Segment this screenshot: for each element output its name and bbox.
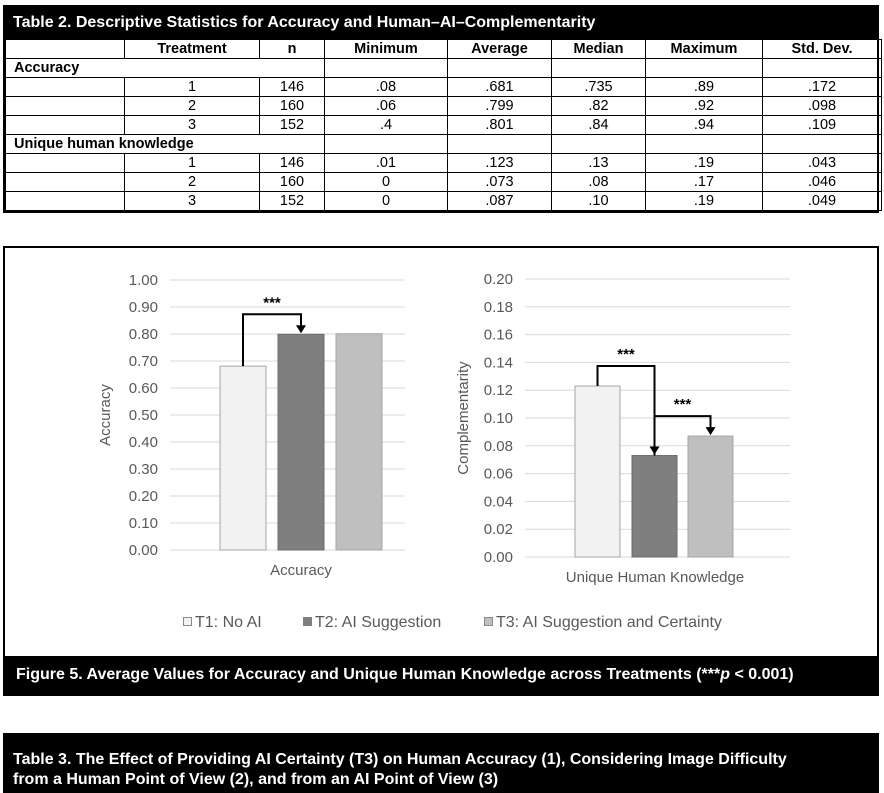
bar-t1 bbox=[220, 366, 266, 550]
table-3-caption-line-2: from a Human Point of View (2), and from an AI Point of View (3) bbox=[13, 771, 499, 788]
table-cell: .17 bbox=[646, 173, 763, 192]
significance-label: *** bbox=[673, 396, 692, 414]
row-blank-cell bbox=[6, 173, 125, 192]
y-tick-label: 0.10 bbox=[128, 515, 158, 532]
table-cell: .735 bbox=[552, 78, 646, 97]
bar-t3 bbox=[688, 436, 733, 557]
table-cell: .4 bbox=[325, 116, 448, 135]
table-body bbox=[6, 59, 882, 211]
table-cell: .01 bbox=[325, 154, 448, 173]
table-cell: .10 bbox=[552, 192, 646, 211]
table-cell: .84 bbox=[552, 116, 646, 135]
table-cell: 0 bbox=[325, 192, 448, 211]
y-axis-label: Complementarity bbox=[455, 361, 472, 475]
table-cell: 1 bbox=[125, 78, 260, 97]
table-cell: .799 bbox=[448, 97, 552, 116]
y-tick-label: 0.80 bbox=[128, 326, 158, 343]
figure-5-caption bbox=[5, 656, 877, 694]
header-n: n bbox=[260, 40, 325, 59]
table-cell: 2 bbox=[125, 97, 260, 116]
table-cell: 1 bbox=[125, 154, 260, 173]
table-cell: .13 bbox=[552, 154, 646, 173]
table-2 bbox=[3, 5, 879, 213]
table-cell: .681 bbox=[448, 78, 552, 97]
y-tick-label: 1.00 bbox=[128, 272, 158, 289]
y-tick-label: 0.40 bbox=[128, 434, 158, 451]
bar-t3 bbox=[336, 334, 382, 550]
y-tick-label: 0.18 bbox=[483, 298, 513, 316]
section-row bbox=[6, 59, 882, 78]
table-row bbox=[6, 154, 882, 173]
y-tick-label: 0.02 bbox=[483, 521, 513, 539]
table-cell: 0 bbox=[325, 173, 448, 192]
section-empty-cell bbox=[646, 59, 763, 78]
table-cell: 146 bbox=[260, 78, 325, 97]
significance-label: *** bbox=[617, 346, 635, 364]
legend-swatch-t3 bbox=[484, 617, 493, 626]
section-empty-cell bbox=[325, 135, 448, 154]
y-tick-label: 0.10 bbox=[483, 410, 513, 427]
y-tick-label: 0.00 bbox=[128, 542, 158, 559]
table-cell: .046 bbox=[763, 173, 882, 192]
table-cell: 3 bbox=[125, 192, 260, 211]
section-label: Accuracy bbox=[6, 59, 325, 78]
legend-item-t1 bbox=[183, 614, 262, 632]
header-minimum: Minimum bbox=[325, 40, 448, 59]
y-tick-label: 0.00 bbox=[483, 549, 513, 566]
table-cell: .801 bbox=[448, 116, 552, 135]
table-cell: 2 bbox=[125, 173, 260, 192]
row-blank-cell bbox=[6, 97, 125, 116]
table-cell: .043 bbox=[763, 154, 882, 173]
y-tick-label: 0.50 bbox=[128, 407, 158, 424]
table-cell: .19 bbox=[646, 154, 763, 173]
table-cell: .087 bbox=[448, 192, 552, 211]
header-median: Median bbox=[552, 40, 646, 59]
table-cell: .08 bbox=[325, 78, 448, 97]
table-cell: .94 bbox=[646, 116, 763, 135]
y-tick-label: 0.30 bbox=[128, 461, 158, 478]
figure-caption-pre: Figure 5. Average Values for Accuracy and Unique Human Knowledge across Treatments (*** bbox=[16, 666, 721, 683]
y-tick-label: 0.08 bbox=[483, 437, 513, 455]
row-blank-cell bbox=[6, 116, 125, 135]
section-row bbox=[6, 135, 882, 154]
table-header-row bbox=[6, 40, 882, 59]
table-cell: .89 bbox=[646, 78, 763, 97]
header-std-dev: Std. Dev. bbox=[763, 40, 882, 59]
legend-item-t2 bbox=[303, 614, 441, 632]
bar-t1 bbox=[575, 386, 620, 557]
arrow-head-icon bbox=[296, 325, 306, 333]
chart-legend bbox=[5, 614, 877, 634]
header-maximum: Maximum bbox=[646, 40, 763, 59]
y-tick-label: 0.06 bbox=[483, 465, 513, 483]
figure-5 bbox=[3, 246, 879, 696]
table-cell: .073 bbox=[448, 173, 552, 192]
table-cell: .123 bbox=[448, 154, 552, 173]
y-tick-label: 0.70 bbox=[128, 353, 158, 370]
table-3-caption bbox=[3, 733, 879, 793]
legend-label-t2: T2: AI Suggestion bbox=[315, 614, 442, 631]
y-tick-label: 0.60 bbox=[128, 380, 158, 397]
table-2-caption: Table 2. Descriptive Statistics for Accuracy and Human–AI–Complementarity bbox=[5, 7, 877, 39]
section-empty-cell bbox=[325, 59, 448, 78]
figure-caption-post: < 0.001) bbox=[730, 666, 794, 683]
table-cell: 152 bbox=[260, 192, 325, 211]
table-cell: 160 bbox=[260, 173, 325, 192]
y-tick-label: 0.20 bbox=[128, 488, 158, 505]
bar-t2 bbox=[632, 456, 677, 557]
table-row bbox=[6, 173, 882, 192]
section-label: Unique human knowledge bbox=[6, 135, 325, 154]
table-cell: 146 bbox=[260, 154, 325, 173]
section-empty-cell bbox=[552, 135, 646, 154]
table-row bbox=[6, 78, 882, 97]
table-cell: .82 bbox=[552, 97, 646, 116]
y-tick-label: 0.14 bbox=[483, 354, 513, 372]
y-tick-label: 0.16 bbox=[483, 326, 513, 344]
table-row bbox=[6, 192, 882, 211]
table-cell: .19 bbox=[646, 192, 763, 211]
significance-label: *** bbox=[263, 294, 281, 312]
section-empty-cell bbox=[646, 135, 763, 154]
section-empty-cell bbox=[552, 59, 646, 78]
descriptive-statistics-table bbox=[5, 39, 882, 211]
table-cell: 160 bbox=[260, 97, 325, 116]
bar-t2 bbox=[278, 334, 324, 550]
x-axis-label: Unique Human Knowledge bbox=[565, 569, 745, 586]
table-cell: 152 bbox=[260, 116, 325, 135]
y-tick-label: 0.90 bbox=[128, 299, 158, 316]
legend-swatch-t1 bbox=[183, 617, 192, 626]
table-row bbox=[6, 116, 882, 135]
arrow-head-icon bbox=[706, 427, 716, 435]
table-cell: .109 bbox=[763, 116, 882, 135]
y-tick-label: 0.12 bbox=[483, 382, 513, 400]
row-blank-cell bbox=[6, 192, 125, 211]
y-tick-label: 0.20 bbox=[483, 271, 513, 288]
header-average: Average bbox=[448, 40, 552, 59]
section-empty-cell bbox=[763, 135, 882, 154]
table-cell: .049 bbox=[763, 192, 882, 211]
table-cell: .92 bbox=[646, 97, 763, 116]
row-blank-cell bbox=[6, 78, 125, 97]
section-empty-cell bbox=[448, 59, 552, 78]
table-cell: .098 bbox=[763, 97, 882, 116]
x-axis-label: Accuracy bbox=[270, 562, 332, 579]
header-blank bbox=[6, 40, 125, 59]
header-treatment: Treatment bbox=[125, 40, 260, 59]
table-row bbox=[6, 97, 882, 116]
y-tick-label: 0.04 bbox=[483, 493, 513, 511]
table-cell: .06 bbox=[325, 97, 448, 116]
y-axis-label: Accuracy bbox=[97, 384, 114, 446]
legend-swatch-t2 bbox=[303, 617, 312, 626]
table-cell: .172 bbox=[763, 78, 882, 97]
legend-item-t3 bbox=[484, 614, 722, 632]
legend-label-t1: T1: No AI bbox=[195, 614, 262, 631]
legend-label-t3: T3: AI Suggestion and Certainty bbox=[496, 614, 722, 631]
table-cell: .08 bbox=[552, 173, 646, 192]
table-3-caption-line-1: Table 3. The Effect of Providing AI Certainty (T3) on Human Accuracy (1), Considering Image Difficulty bbox=[13, 751, 787, 768]
section-empty-cell bbox=[763, 59, 882, 78]
row-blank-cell bbox=[6, 154, 125, 173]
table-cell: 3 bbox=[125, 116, 260, 135]
section-empty-cell bbox=[448, 135, 552, 154]
figure-caption-p: p bbox=[720, 666, 730, 683]
